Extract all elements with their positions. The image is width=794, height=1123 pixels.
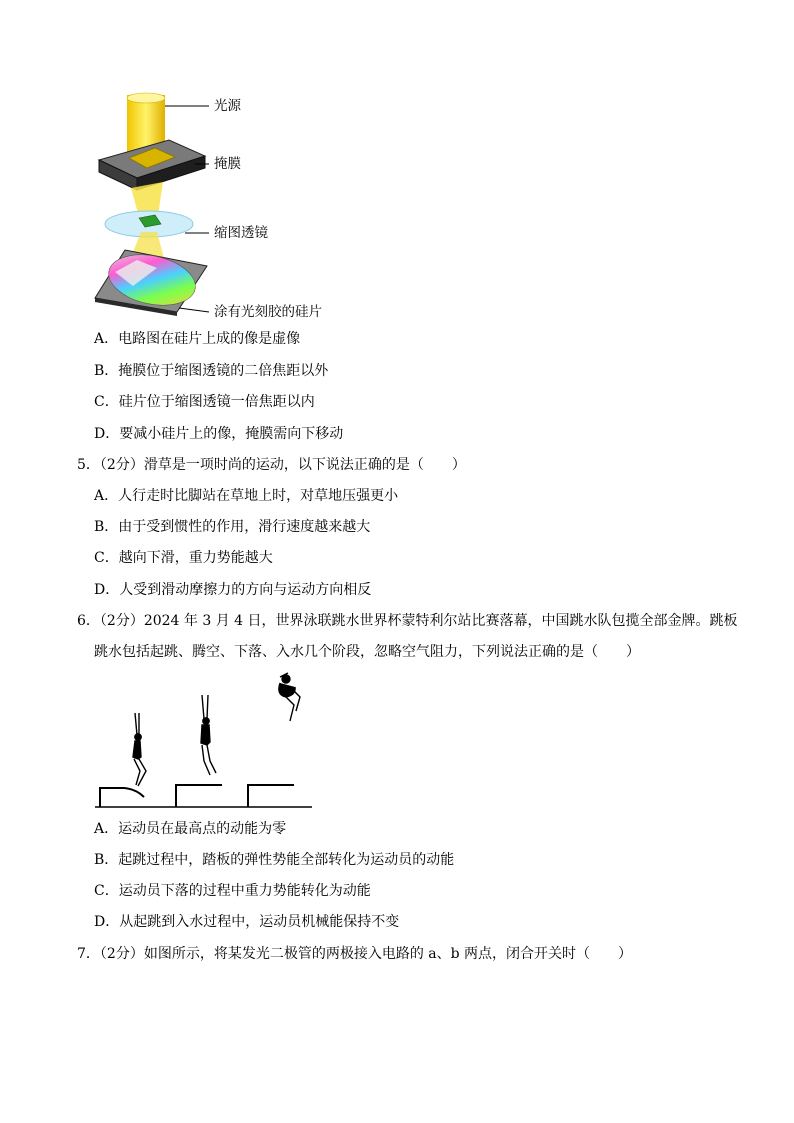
label-mask: 掩膜 [214,156,241,172]
q7-stem: 7．（2分）如图所示，将某发光二极管的两极接入电路的 a、b 两点，闭合开关时（ ） [77,946,633,962]
q4-option-a: A．电路图在硅片上成的像是虚像 [94,331,301,347]
lithography-diagram [85,90,385,320]
springboard-bent [100,788,144,807]
springboard-flat-2 [248,785,294,807]
q6-option-d: D．从起跳到入水过程中，运动员机械能保持不变 [94,914,400,930]
diver-takeoff [133,713,146,786]
q5-stem: 5．（2分）滑草是一项时尚的运动，以下说法正确的是（ ） [77,457,466,473]
diver-airborne [201,695,216,775]
q6-stem-line1: 6．（2分）2024 年 3 月 4 日，世界泳联跳水世界杯蒙特利尔站比赛落幕，中国跳水队包揽全部金牌。跳板 [77,613,738,629]
q4-option-c: C．硅片位于缩图透镜一倍焦距以内 [94,394,315,410]
leader-wafer [179,308,209,312]
q4-option-d: D．要减小硅片上的像，掩膜需向下移动 [94,426,344,442]
q4-option-b: B．掩膜位于缩图透镜的二倍焦距以外 [94,363,329,379]
springboard-flat [176,785,222,807]
q6-option-a: A．运动员在最高点的动能为零 [94,821,287,837]
q5-option-d: D．人受到滑动摩擦力的方向与运动方向相反 [94,582,372,598]
q6-option-b: B．起跳过程中，踏板的弹性势能全部转化为运动员的动能 [94,852,455,868]
q5-option-a: A．人行走时比脚站在草地上时，对草地压强更小 [94,488,399,504]
diving-diagram [90,665,330,815]
q6-stem-line2: 跳水包括起跳、腾空、下落、入水几个阶段，忽略空气阻力，下列说法正确的是（ ） [94,644,640,660]
q5-option-b: B．由于受到惯性的作用，滑行速度越来越大 [94,519,371,535]
label-wafer: 涂有光刻胶的硅片 [214,304,322,320]
q6-option-c: C．运动员下落的过程中重力势能转化为动能 [94,883,371,899]
light-beam-top [127,93,165,103]
label-lens: 缩图透镜 [214,225,268,241]
label-light-source: 光源 [214,98,241,114]
diver-highest-point [279,673,300,721]
q5-option-c: C．越向下滑，重力势能越大 [94,550,273,566]
